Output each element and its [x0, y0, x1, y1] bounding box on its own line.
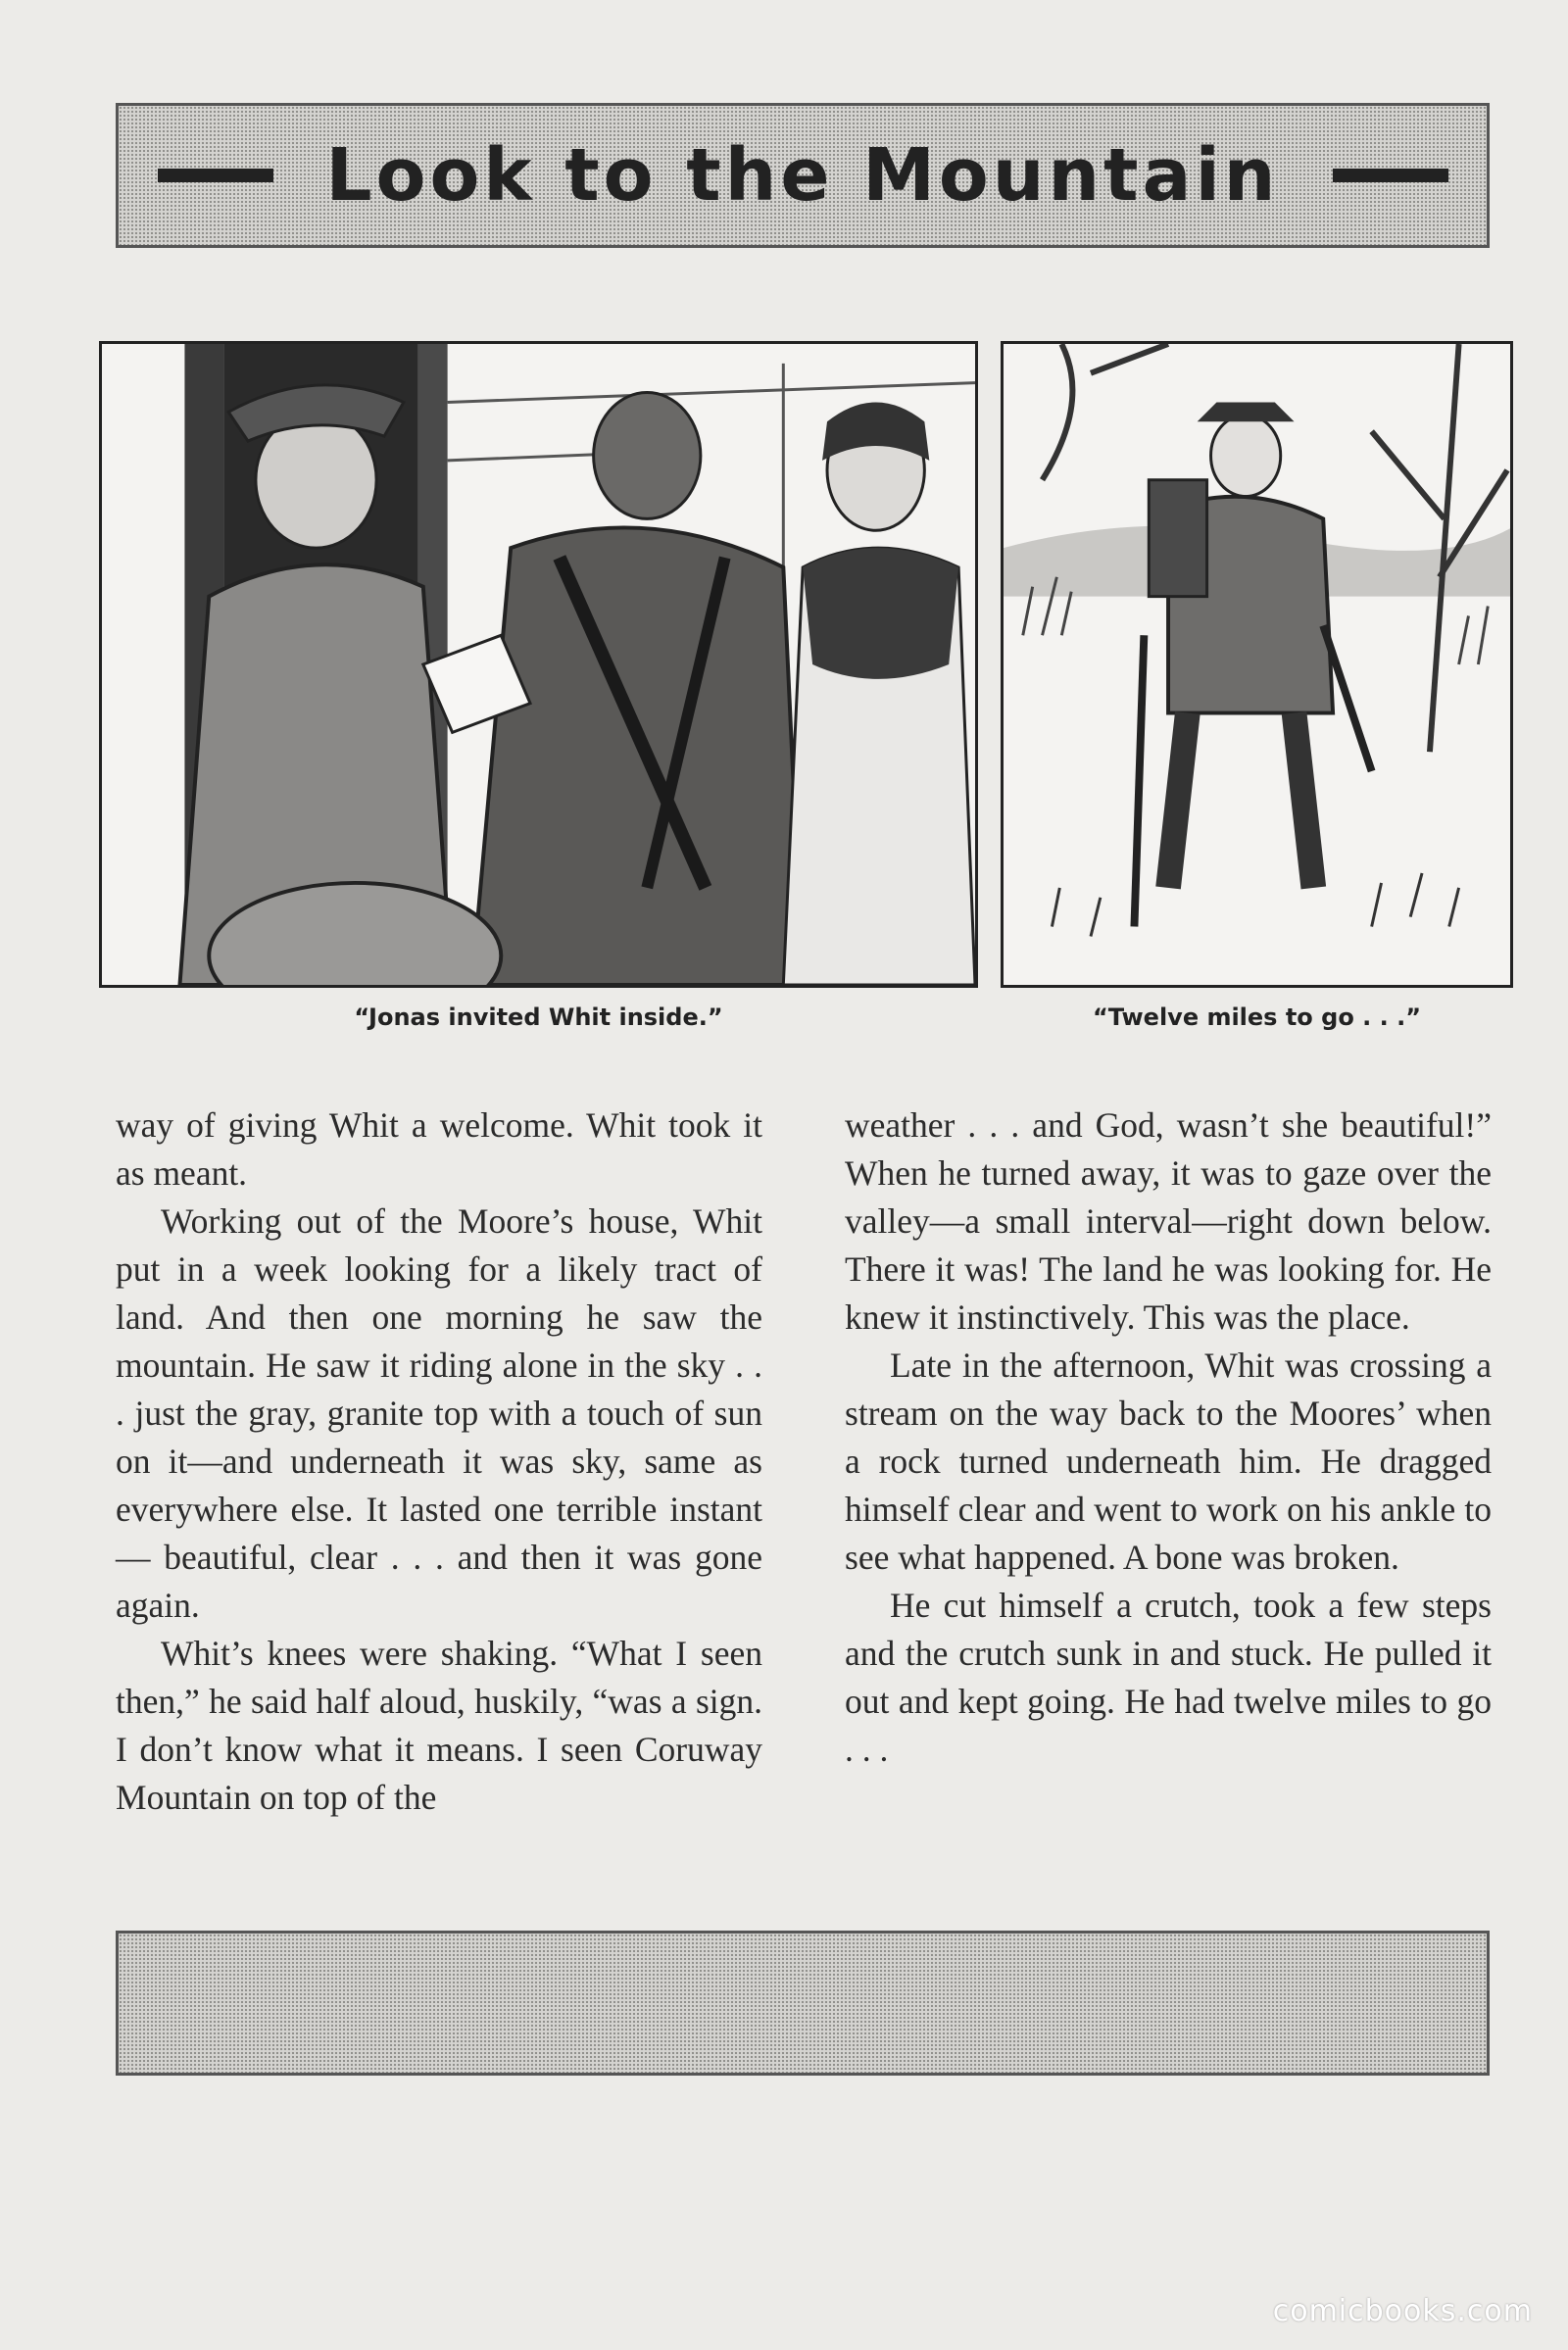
story-paragraph: Whit’s knees were shaking. “What I seen then,” he said half aloud, huskily, “was a sign. I don’t know what it means. I seen Coruway Mountain on top of the — [116, 1634, 762, 1817]
story-paragraph: He cut himself a crutch, took a few steps and the crutch sunk in and stuck. He pulled it out and kept going. He had twelve miles to go . . . — [845, 1586, 1492, 1769]
footer-banner — [116, 1931, 1490, 2076]
doorway-scene-illustration — [99, 341, 978, 988]
illustration-caption: “Twelve miles to go . . .” — [1092, 1004, 1421, 1031]
site-watermark: comicbooks.com — [1272, 2294, 1533, 2328]
story-paragraph: Working out of the Moore’s house, Whit put in a week looking for a likely tract of land. And then one morning he saw the mountain. He saw it riding alone in the sky . . . just the gray, granite top with a touch of sun on it—and underneath it was sky, same as everywhere else. It lasted one terrible instant — beautiful, clear . . . and then it was gone again. — [116, 1201, 762, 1625]
doorway-scene-drawing — [102, 344, 975, 985]
winter-trek-drawing — [1004, 344, 1510, 985]
story-paragraph: weather . . . and God, wasn’t she beautiful!” When he turned away, it was to gaze over the valley—a small interval—right down below. There it was! The land he was looking for. He knew it instinctively. This was the place. — [845, 1105, 1492, 1337]
story-column-right — [845, 1102, 1492, 1774]
story-paragraph: Late in the afternoon, Whit was crossing a stream on the way back to the Moores’ when a rock turned underneath him. He dragged himself clear and went to work on his ankle to see what happened. A bone was broken. — [845, 1346, 1492, 1577]
illustration-caption: “Jonas invited Whit inside.” — [354, 1004, 723, 1031]
page-title: Look to the Mountain — [325, 133, 1280, 218]
left-dash-ornament — [158, 169, 273, 182]
story-column-left — [116, 1102, 762, 1822]
winter-trek-illustration — [1001, 341, 1513, 988]
story-paragraph: way of giving Whit a welcome. Whit took it as meant. — [116, 1105, 762, 1193]
right-dash-ornament — [1333, 169, 1448, 182]
title-banner — [116, 103, 1490, 248]
